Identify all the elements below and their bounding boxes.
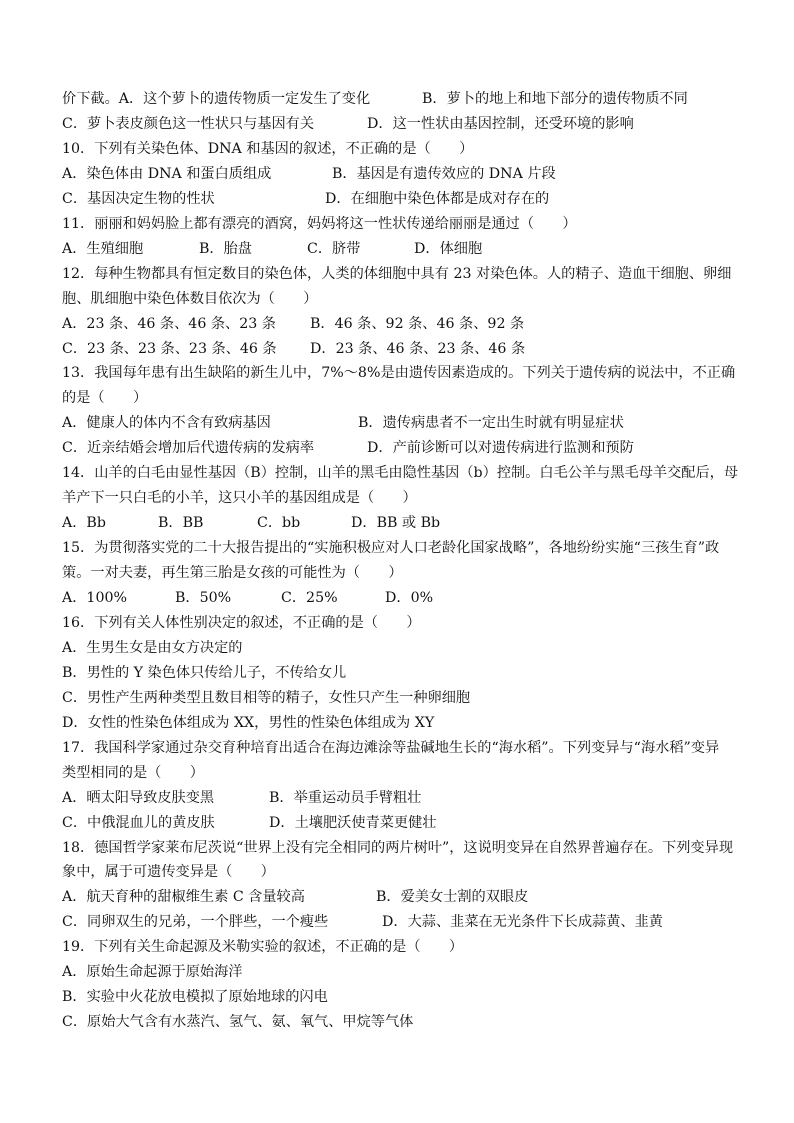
question-text: 的是（ ）: [62, 390, 148, 407]
question-text: 14．山羊的白毛由显性基因（B）控制，山羊的黑毛由隐性基因（b）控制。白毛公羊与黑毛母羊交配后，母: [62, 465, 739, 482]
answer-option: D．这一性状由基因控制，还受环境的影响: [367, 115, 634, 132]
question-text: A．生男生女是由女方决定的: [62, 639, 243, 656]
answer-option: C．bb: [257, 515, 301, 532]
question-text: 羊产下一只白毛的小羊，这只小羊的基因组成是（ ）: [62, 490, 417, 507]
question-text: 17．我国科学家通过杂交育种培育出适合在海边滩涂等盐碱地生长的“海水稻”。下列变异与“海水稻”变异: [62, 739, 720, 756]
answer-option: A．23 条、46 条、46 条、23 条: [62, 315, 276, 332]
answer-option: B．胎盘: [199, 240, 252, 257]
question-text: 19．下列有关生命起源及米勒实验的叙述，不正确的是（ ）: [62, 939, 464, 956]
question-text: 11．丽丽和妈妈脸上都有漂亮的酒窝，妈妈将这一性状传递给丽丽是通过（ ）: [62, 215, 577, 232]
answer-option: D．土壤肥沃使青菜更健壮: [269, 814, 437, 831]
question-text: B．男性的 Y 染色体只传给儿子，不传给女儿: [62, 664, 347, 681]
answer-option: A．100%: [62, 590, 127, 606]
answer-option: D．体细胞: [414, 240, 483, 257]
answer-option: D．产前诊断可以对遗传病进行监测和预防: [367, 440, 634, 457]
answer-option: C．中俄混血儿的黄皮肤: [62, 814, 215, 831]
answer-option: A．Bb: [62, 515, 106, 532]
question-text: 12．每种生物都具有恒定数目的染色体，人类的体细胞中具有 23 对染色体。人的精子、造血干细胞、卵细: [62, 265, 732, 282]
answer-option: A．航天育种的甜椒维生素 C 含量较高: [62, 889, 305, 906]
question-text: 策。一对夫妻，再生第三胎是女孩的可能性为（ ）: [62, 565, 403, 582]
question-text: 18．德国哲学家莱布尼茨说“世界上没有完全相同的两片树叶”，这说明变异在自然界普遍存在。下列变异现: [62, 839, 734, 856]
answer-option: B．举重运动员手臂粗壮: [269, 789, 422, 806]
question-text: B．实验中火花放电模拟了原始地球的闪电: [62, 989, 328, 1006]
answer-option: B．基因是有遗传效应的 DNA 片段: [332, 165, 556, 182]
answer-option: A．晒太阳导致皮肤变黑: [62, 789, 215, 806]
question-text: 15．为贯彻落实党的二十大报告提出的“实施积极应对人口老龄化国家战略”，各地纷纷实施“三孩生育”政: [62, 540, 720, 557]
answer-option: D．0%: [385, 590, 434, 606]
answer-option: B．50%: [175, 590, 232, 606]
question-text: C．男性产生两种类型且数目相等的精子，女性只产生一种卵细胞: [62, 689, 471, 706]
answer-option: A．染色体由 DNA 和蛋白质组成: [62, 165, 272, 182]
answer-option: B．BB: [158, 515, 204, 532]
question-text: 类型相同的是（ ）: [62, 764, 204, 781]
answer-option: C．基因决定生物的性状: [62, 190, 215, 207]
answer-option: A．生殖细胞: [62, 240, 144, 257]
answer-option: B．遗传病患者不一定出生时就有明显症状: [358, 415, 624, 432]
question-text: D．女性的性染色体组成为 XX，男性的性染色体组成为 XY: [62, 714, 435, 731]
answer-option: C．25%: [281, 590, 338, 606]
answer-option: D．在细胞中染色体都是成对存在的: [325, 190, 550, 207]
answer-option: C．近亲结婚会增加后代遗传病的发病率: [62, 440, 315, 457]
answer-option: C．萝卜表皮颜色这一性状只与基因有关: [62, 115, 315, 132]
answer-option: D．BB 或 Bb: [351, 515, 441, 532]
answer-option: B．46 条、92 条、46 条、92 条: [310, 315, 525, 332]
answer-option: C．脐带: [307, 240, 361, 257]
answer-option: D．23 条、46 条、23 条、46 条: [310, 340, 526, 357]
answer-option: A．健康人的体内不含有致病基因: [62, 415, 271, 432]
question-text: 13．我国每年患有出生缺陷的新生儿中，7%～8%是由遗传因素造成的。下列关于遗传病的说法中，不正确: [62, 365, 736, 382]
question-text: 胞、肌细胞中染色体数目依次为（ ）: [62, 290, 318, 307]
question-text: 10．下列有关染色体、DNA 和基因的叙述，不正确的是（ ）: [62, 140, 474, 157]
question-text: 象中，属于可遗传变异是（ ）: [62, 864, 275, 881]
answer-option: B．爱美女士割的双眼皮: [376, 889, 529, 906]
answer-option: B．萝卜的地上和地下部分的遗传物质不同: [422, 91, 688, 107]
question-text: 16．下列有关人体性别决定的叙述，不正确的是（ ）: [62, 614, 421, 631]
question-text: A．原始生命起源于原始海洋: [62, 964, 243, 981]
question-text: C．原始大气含有水蒸汽、氢气、氨、氧气、甲烷等气体: [62, 1014, 414, 1031]
answer-option: D．大蒜、韭菜在无光条件下长成蒜黄、韭黄: [382, 914, 663, 931]
answer-option: 价下截。A．这个萝卜的遗传物质一定发生了变化: [62, 91, 371, 107]
answer-option: C．23 条、23 条、23 条、46 条: [62, 340, 277, 357]
answer-option: C．同卵双生的兄弟，一个胖些，一个瘦些: [62, 914, 329, 931]
